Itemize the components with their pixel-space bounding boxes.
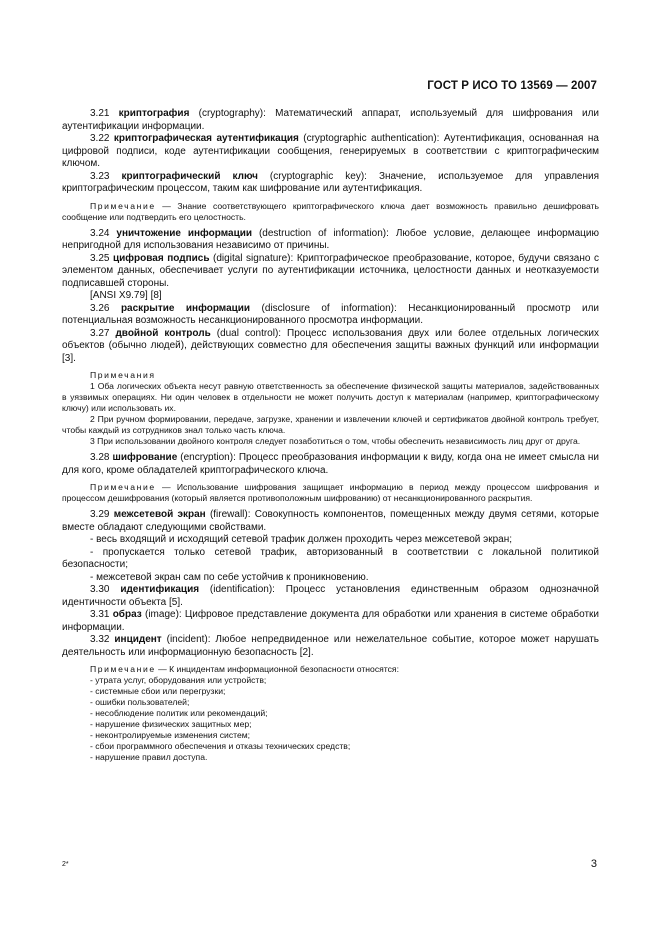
firewall-property: - весь входящий и исходящий сетевой трафик должен проходить через межсетевой экран; xyxy=(90,534,513,545)
entry-3-28 xyxy=(62,452,599,477)
entry-3-27 xyxy=(62,328,599,366)
sheet-footnote-mark: 2* xyxy=(62,861,69,868)
entry-definition: (cryptographic authentication): Аутентификация, основанная на цифровой подписи, коде аутентификации сообщения, генерируемых в соответствии с криптографическим ключом. xyxy=(62,133,599,169)
notes-3-27-label xyxy=(62,370,599,381)
entry-term: криптография xyxy=(118,108,190,119)
entry-definition: (cryptographic key): Значение, используемое для управления криптографическим процессом, таким как шифрование или аутентификация. xyxy=(62,170,599,194)
entry-definition: (cryptography): Математический аппарат, используемый для шифрования или аутентификации информации. xyxy=(62,108,599,132)
entry-3-24 xyxy=(62,228,599,253)
note-3-27-3: 3 При использовании двойного контроля следует позаботиться о том, чтобы обеспечить независимость лиц друг от друга. xyxy=(90,436,581,446)
incident-item: - ошибки пользователей; xyxy=(90,697,190,707)
entry-3-23 xyxy=(62,171,599,196)
entry-term: шифрование xyxy=(112,452,178,463)
entry-number: 3.32 xyxy=(90,634,110,645)
incident-item: - нарушение правил доступа. xyxy=(90,752,208,762)
reference-3-25: [ANSI X9.79] [8] xyxy=(90,290,162,301)
document-code-header: ГОСТ Р ИСО ТО 13569 — 2007 xyxy=(427,80,597,92)
entry-definition: (firewall): Совокупность компонентов, помещенных между двумя сетями, которые вместе обладают следующими свойствами. xyxy=(62,509,600,533)
entry-definition: (disclosure of information): Несанкционированный просмотр или потенциальная возможность несанкционированного просмотра информации. xyxy=(62,302,599,326)
entry-3-32 xyxy=(62,634,599,659)
document-body xyxy=(62,108,599,763)
incident-item: - сбои программного обеспечения и отказы технических средств; xyxy=(90,741,351,751)
entry-term: инцидент xyxy=(114,634,162,645)
entry-3-31 xyxy=(62,609,599,634)
entry-term: цифровая подпись xyxy=(113,252,210,264)
note-3-27-2: 2 При ручном формировании, передаче, загрузке, хранении и извлечении ключей и сертификатов двойной контроль требует, чтобы каждый из сотрудников знал только часть ключа. xyxy=(62,414,599,435)
incident-item: - нарушение физических защитных мер; xyxy=(90,719,252,729)
firewall-property: - пропускается только сетевой трафик, авторизованный в соответствии с локальной политикой безопасности; xyxy=(62,546,599,570)
entry-term: двойной контроль xyxy=(115,327,211,339)
entry-definition: (encryption): Процесс преобразования информации к виду, когда она не имеет смысла ни для кого, кроме обладателей криптографического ключа. xyxy=(62,452,600,476)
note-label: Примечание xyxy=(90,482,156,492)
note-3-28 xyxy=(62,482,599,504)
note-text: — Использование шифрования защищает информацию в период между процессом шифрования и процессом дешифрования (который является противоположным шифрованию) от несанкционированного раскрытия. xyxy=(62,482,599,503)
entry-number: 3.31 xyxy=(90,609,110,620)
entry-definition: (destruction of information): Любое условие, делающее информацию непригодной для использования независимо от причины. xyxy=(62,227,599,251)
entry-3-25 xyxy=(62,253,599,291)
note-text: — К инцидентам информационной безопасности относятся: xyxy=(155,664,399,674)
entry-3-30 xyxy=(62,584,599,609)
incident-item: - утрата услуг, оборудования или устройств; xyxy=(90,675,267,685)
entry-number: 3.30 xyxy=(90,584,110,595)
entry-definition: (dual control): Процесс использования двух или более отдельных логических объектов (обычно людей), действующих совместно для обеспечения защиты важных функций или информации [3]. xyxy=(62,327,599,364)
entry-3-21 xyxy=(62,108,599,133)
page-number: 3 xyxy=(590,858,597,870)
entry-3-26 xyxy=(62,303,599,328)
entry-term: уничтожение информации xyxy=(116,227,253,239)
entry-number: 3.21 xyxy=(90,108,110,119)
note-text: — Знание соответствующего криптографического ключа дает возможность правильно дешифровать сообщение или подтвердить его целостность. xyxy=(62,200,599,222)
entry-definition: (identification): Процесс установления единственным образом однозначной идентичности объекта [5]. xyxy=(62,584,599,608)
entry-number: 3.26 xyxy=(90,302,110,314)
entry-number: 3.29 xyxy=(90,509,110,520)
incident-item: - несоблюдение политик или рекомендаций; xyxy=(90,708,268,718)
entry-number: 3.27 xyxy=(90,327,110,339)
entry-number: 3.24 xyxy=(90,227,110,239)
incident-item: - неконтролируемые изменения систем; xyxy=(90,730,251,740)
entry-term: межсетевой экран xyxy=(113,509,206,520)
entry-number: 3.23 xyxy=(90,170,110,182)
entry-term: раскрытие информации xyxy=(120,302,251,314)
note-label: Примечание xyxy=(90,664,156,674)
note-3-27-1: 1 Оба логических объекта несут равную ответственность за обеспечение физической защиты материалов, задействованных в уязвимых операциях. Ни один человек в отдельности не может получить доступ к материалам (например, криптографическому ключу) или использовать их. xyxy=(62,381,599,413)
entry-number: 3.28 xyxy=(90,452,110,463)
entry-term: криптографический ключ xyxy=(121,170,258,182)
entry-term: образ xyxy=(112,609,142,620)
note-label: Примечание xyxy=(90,200,156,211)
entry-number: 3.22 xyxy=(90,133,110,144)
entry-definition: (incident): Любое непредвиденное или нежелательное событие, которое может нарушать деятельность или информационную безопасность [2]. xyxy=(62,634,599,658)
entry-3-22 xyxy=(62,133,599,171)
entry-3-29 xyxy=(62,509,599,534)
note-3-32 xyxy=(62,664,599,675)
entry-term: идентификация xyxy=(120,584,200,595)
entry-definition: (digital signature): Криптографическое преобразование, которое, будучи связано с элементом данных, обеспечивает услуги по аутентификации источника, целостности данных и неотказуемости подписавшей стороны. xyxy=(62,252,599,289)
entry-term: криптографическая аутентификация xyxy=(113,133,299,144)
incident-item: - системные сбои или перегрузки; xyxy=(90,686,226,696)
entry-definition: (image): Цифровое представление документа для обработки или хранения в системе обработки информации. xyxy=(62,609,599,633)
entry-number: 3.25 xyxy=(90,252,110,264)
note-3-23 xyxy=(62,201,599,223)
firewall-property: - межсетевой экран сам по себе устойчив к проникновению. xyxy=(90,571,369,583)
notes-label: Примечания xyxy=(90,370,156,380)
